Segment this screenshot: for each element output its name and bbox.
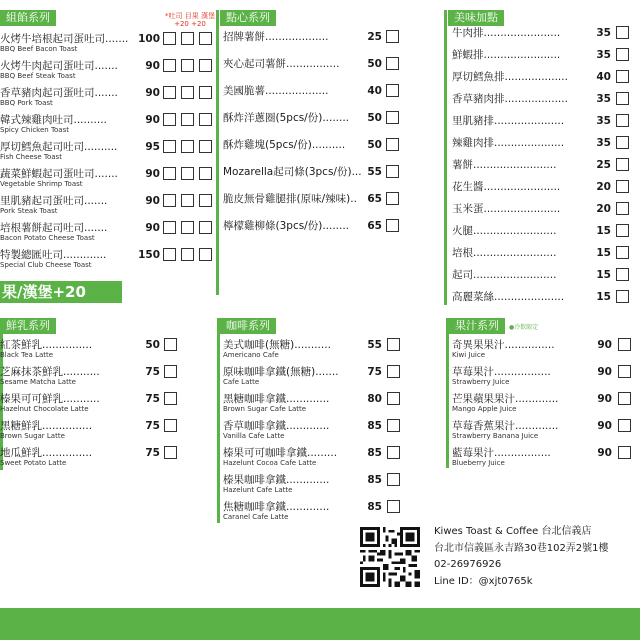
milk-item — [0, 446, 190, 473]
toast-order-checkbox-3[interactable] — [199, 248, 212, 261]
snack-item-name: 招牌薯餅................... — [223, 31, 329, 43]
qr-code-icon — [360, 527, 420, 587]
addon-item — [448, 180, 640, 202]
juice-title: 果汁系列 — [449, 318, 505, 334]
store-phone: 02-26976926 — [434, 559, 502, 571]
toast-order-checkbox-2[interactable] — [181, 32, 194, 45]
coffee-item-price: 85 — [367, 474, 382, 486]
addon-item-price: 40 — [596, 71, 611, 83]
coffee-title: 咖啡系列 — [220, 318, 276, 334]
juice-item-english: Blueberry Juice — [452, 459, 505, 467]
addon-item — [448, 224, 640, 246]
toast-order-checkbox-2[interactable] — [181, 113, 194, 126]
milk-list — [0, 338, 190, 473]
toast-order-checkbox-2[interactable] — [181, 248, 194, 261]
toast-order-checkbox-1[interactable] — [163, 221, 176, 234]
snack-item-price: 55 — [367, 166, 382, 178]
snack-order-checkbox[interactable] — [386, 30, 399, 43]
toast-item-name: 火烤牛培根起司蛋吐司....... — [0, 33, 129, 45]
toast-order-checkbox-3[interactable] — [199, 86, 212, 99]
coffee-item-name: 原味咖啡拿鐵(無糖)....... — [223, 366, 339, 378]
juice-item-name: 奇異果果汁............... — [452, 339, 555, 351]
milk-item-price: 75 — [145, 366, 160, 378]
addon-item-name: 香草豬肉排................... — [452, 93, 568, 105]
snack-item — [220, 165, 410, 192]
coffee-item-name: 黑糖咖啡拿鐵............. — [223, 393, 330, 405]
juice-item — [449, 392, 640, 419]
toast-item-name: 香草豬肉起司蛋吐司....... — [0, 87, 118, 99]
addon-item — [448, 26, 640, 48]
juice-list — [449, 338, 640, 473]
store-line-id: Line ID：@xjt0765k — [434, 575, 533, 587]
milk-item-name: 芝麻抹茶鮮乳........... — [0, 366, 100, 378]
toast-item — [0, 140, 220, 167]
milk-item-english: Brown Sugar Latte — [0, 432, 65, 440]
store-info — [434, 524, 609, 590]
toast-item — [0, 248, 220, 275]
toast-item-price: 100 — [138, 33, 160, 45]
snack-item-price: 65 — [367, 193, 382, 205]
addon-item-price: 20 — [596, 181, 611, 193]
snack-item — [220, 30, 410, 57]
milk-item-english: Hazelnut Chocolate Latte — [0, 405, 89, 413]
toast-item-price: 150 — [138, 249, 160, 261]
toast-item-english: Vegetable Shrimp Toast — [0, 180, 83, 188]
addon-order-checkbox[interactable] — [616, 290, 629, 303]
addon-item-price: 35 — [596, 137, 611, 149]
addon-order-checkbox[interactable] — [616, 48, 629, 61]
toast-item-name: 韓式辣雞肉吐司.......... — [0, 114, 107, 126]
coffee-item-name: 榛果可可咖啡拿鐵......... — [223, 447, 338, 459]
snack-order-checkbox[interactable] — [386, 111, 399, 124]
addon-item-price: 20 — [596, 203, 611, 215]
snack-item — [220, 219, 410, 246]
coffee-item — [220, 338, 410, 365]
snack-item-price: 65 — [367, 220, 382, 232]
juice-item-english: Kiwi Juice — [452, 351, 486, 359]
coffee-item-name: 榛果咖啡拿鐵............. — [223, 474, 330, 486]
snack-list — [220, 30, 410, 246]
milk-order-checkbox[interactable] — [164, 338, 177, 351]
juice-section — [449, 318, 640, 467]
toast-item-english: BBQ Pork Toast — [0, 99, 53, 107]
toast-options-note — [160, 12, 220, 28]
coffee-item-price: 85 — [367, 447, 382, 459]
toast-order-checkbox-3[interactable] — [199, 59, 212, 72]
snack-item-name: 酥炸洋蔥圈(5pcs/份)........ — [223, 112, 350, 124]
milk-item-price: 75 — [145, 393, 160, 405]
toast-title: 組餡系列 — [0, 10, 56, 26]
addon-order-checkbox[interactable] — [616, 224, 629, 237]
coffee-item — [220, 419, 410, 446]
juice-item-name: 草莓香蕉果汁............. — [452, 420, 559, 432]
addon-item-price: 25 — [596, 159, 611, 171]
addon-item — [448, 48, 640, 70]
coffee-item-english: Hazelunt Cocoa Cafe Latte — [223, 459, 317, 467]
toast-item-price: 90 — [145, 114, 160, 126]
toast-item — [0, 167, 220, 194]
toast-item-english: Special Club Cheese Toast — [0, 261, 92, 269]
addon-item — [448, 70, 640, 92]
snack-item-name: 美國脆薯................... — [223, 85, 329, 97]
toast-item-english: BBQ Beef Steak Toast — [0, 72, 76, 80]
addon-order-checkbox[interactable] — [616, 246, 629, 259]
juice-item-price: 90 — [597, 420, 612, 432]
juice-order-checkbox[interactable] — [618, 392, 631, 405]
toast-item-name: 蔬菜鮮蝦起司蛋吐司....... — [0, 168, 118, 180]
milk-item-name: 地瓜鮮乳............... — [0, 447, 93, 459]
coffee-item-name: 美式咖啡(無糖)........... — [223, 339, 331, 351]
coffee-order-checkbox[interactable] — [387, 446, 400, 459]
addon-item — [448, 268, 640, 290]
juice-item-price: 90 — [597, 366, 612, 378]
addon-item-name: 厚切鱈魚排................... — [452, 71, 568, 83]
coffee-item-english: Vanilla Cafe Latte — [223, 432, 285, 440]
toast-item — [0, 86, 220, 113]
snack-item-price: 50 — [367, 139, 382, 151]
toast-order-checkbox-2[interactable] — [181, 194, 194, 207]
addon-order-checkbox[interactable] — [616, 26, 629, 39]
toast-item — [0, 113, 220, 140]
addon-order-checkbox[interactable] — [616, 92, 629, 105]
coffee-item — [220, 392, 410, 419]
addon-item-name: 玉米蛋....................... — [452, 203, 561, 215]
addon-item-name: 鮮蝦排....................... — [452, 49, 561, 61]
juice-item-name: 藍莓果汁................. — [452, 447, 551, 459]
coffee-order-checkbox[interactable] — [387, 473, 400, 486]
snack-item — [220, 84, 410, 111]
coffee-item-english: Americano Cafe — [223, 351, 279, 359]
addon-divider — [444, 10, 447, 305]
addon-item-price: 35 — [596, 93, 611, 105]
toast-order-checkbox-1[interactable] — [163, 140, 176, 153]
snack-title: 點心系列 — [220, 10, 276, 26]
upgrade-banner: 果/漢堡+20 — [0, 281, 122, 303]
toast-order-checkbox-2[interactable] — [181, 221, 194, 234]
addon-order-checkbox[interactable] — [616, 136, 629, 149]
addon-item — [448, 246, 640, 268]
juice-item — [449, 365, 640, 392]
addon-item-name: 火腿......................... — [452, 225, 557, 237]
juice-note: ●冷飲限定 — [509, 323, 539, 331]
addon-item-name: 辣雞肉排..................... — [452, 137, 565, 149]
toast-order-checkbox-1[interactable] — [163, 167, 176, 180]
coffee-item-name: 焦糖咖啡拿鐵............. — [223, 501, 330, 513]
coffee-order-checkbox[interactable] — [387, 500, 400, 513]
toast-order-checkbox-1[interactable] — [163, 113, 176, 126]
toast-item — [0, 194, 220, 221]
snack-item-price: 50 — [367, 58, 382, 70]
snack-item-price: 25 — [367, 31, 382, 43]
juice-item — [449, 419, 640, 446]
addon-title: 美味加點 — [448, 10, 504, 26]
toast-options-line1: *吐司 目果 漢堡 — [165, 12, 215, 20]
toast-item-price: 90 — [145, 87, 160, 99]
bottom-bar — [0, 608, 640, 640]
toast-item-name: 里肌豬起司蛋吐司....... — [0, 195, 108, 207]
snack-order-checkbox[interactable] — [386, 138, 399, 151]
toast-item-english: Pork Steak Toast — [0, 207, 58, 215]
addon-item-price: 15 — [596, 291, 611, 303]
toast-order-checkbox-1[interactable] — [163, 32, 176, 45]
milk-item-price: 50 — [145, 339, 160, 351]
coffee-item — [220, 446, 410, 473]
coffee-list — [220, 338, 410, 527]
juice-item-english: Strawberry Juice — [452, 378, 510, 386]
addon-header — [448, 10, 640, 26]
coffee-header — [220, 318, 410, 334]
addon-item-name: 培根......................... — [452, 247, 557, 259]
milk-item-english: Sweet Potato Latte — [0, 459, 67, 467]
snack-order-checkbox[interactable] — [386, 57, 399, 70]
snack-section — [220, 10, 410, 232]
snack-order-checkbox[interactable] — [386, 165, 399, 178]
snack-item-name: Mozarella起司條(3pcs/份)... — [223, 166, 362, 178]
milk-order-checkbox[interactable] — [164, 446, 177, 459]
addon-section — [448, 10, 640, 303]
coffee-item-price: 80 — [367, 393, 382, 405]
addon-item-price: 15 — [596, 269, 611, 281]
coffee-item-english: Hazelunt Cafe Latte — [223, 486, 293, 494]
coffee-order-checkbox[interactable] — [387, 365, 400, 378]
snack-item-name: 檸檬雞柳條(3pcs/份)........ — [223, 220, 350, 232]
juice-item-name: 草莓果汁................. — [452, 366, 551, 378]
milk-section — [0, 318, 190, 467]
toast-order-checkbox-1[interactable] — [163, 59, 176, 72]
toast-order-checkbox-1[interactable] — [163, 248, 176, 261]
toast-order-checkbox-3[interactable] — [199, 140, 212, 153]
addon-item-name: 牛肉排....................... — [452, 27, 561, 39]
toast-order-checkbox-2[interactable] — [181, 59, 194, 72]
toast-item-name: 厚切鱈魚起司吐司.......... — [0, 141, 118, 153]
addon-item-name: 高麗菜絲..................... — [452, 291, 565, 303]
coffee-order-checkbox[interactable] — [387, 392, 400, 405]
toast-order-checkbox-3[interactable] — [199, 32, 212, 45]
coffee-item-price: 55 — [367, 339, 382, 351]
coffee-item — [220, 365, 410, 392]
addon-item-price: 15 — [596, 225, 611, 237]
addon-item-name: 里肌豬排..................... — [452, 115, 565, 127]
addon-order-checkbox[interactable] — [616, 70, 629, 83]
addon-item-price: 15 — [596, 247, 611, 259]
toast-list — [0, 32, 220, 275]
addon-item — [448, 92, 640, 114]
juice-order-checkbox[interactable] — [618, 365, 631, 378]
milk-order-checkbox[interactable] — [164, 392, 177, 405]
addon-order-checkbox[interactable] — [616, 202, 629, 215]
milk-item-english: Black Tea Latte — [0, 351, 54, 359]
juice-item-english: Strawberry Banana Juice — [452, 432, 539, 440]
toast-item — [0, 32, 220, 59]
juice-order-checkbox[interactable] — [618, 446, 631, 459]
toast-order-checkbox-2[interactable] — [181, 86, 194, 99]
toast-options-line2: +20 +20 — [174, 20, 206, 28]
juice-item-price: 90 — [597, 393, 612, 405]
snack-header — [220, 10, 410, 26]
milk-order-checkbox[interactable] — [164, 419, 177, 432]
milk-item-price: 75 — [145, 447, 160, 459]
toast-item-english: BBQ Beef Bacon Toast — [0, 45, 78, 53]
juice-header — [449, 318, 640, 334]
addon-item — [448, 290, 640, 312]
addon-order-checkbox[interactable] — [616, 180, 629, 193]
milk-item — [0, 338, 190, 365]
store-address: 台北市信義區永吉路30巷102弄2號1樓 — [434, 542, 609, 554]
coffee-item-english: Caranel Cafe Latte — [223, 513, 289, 521]
toast-item-name: 火烤牛肉起司蛋吐司....... — [0, 60, 118, 72]
snack-item — [220, 57, 410, 84]
coffee-item-price: 85 — [367, 420, 382, 432]
milk-item-name: 榛果可可鮮乳........... — [0, 393, 100, 405]
milk-title: 鮮乳系列 — [0, 318, 56, 334]
toast-item-name: 特製總匯吐司............. — [0, 249, 107, 261]
coffee-item-english: Cafe Latte — [223, 378, 260, 386]
addon-item-name: 薯餅......................... — [452, 159, 557, 171]
toast-order-checkbox-3[interactable] — [199, 194, 212, 207]
coffee-order-checkbox[interactable] — [387, 338, 400, 351]
addon-item-name: 起司......................... — [452, 269, 557, 281]
snack-item-name: 夾心起司薯餅................ — [223, 58, 340, 70]
milk-order-checkbox[interactable] — [164, 365, 177, 378]
juice-order-checkbox[interactable] — [618, 338, 631, 351]
coffee-item-price: 85 — [367, 501, 382, 513]
coffee-order-checkbox[interactable] — [387, 419, 400, 432]
addon-item-price: 35 — [596, 49, 611, 61]
addon-order-checkbox[interactable] — [616, 114, 629, 127]
milk-item-english: Sesame Matcha Latte — [0, 378, 76, 386]
addon-list — [448, 26, 640, 312]
addon-item — [448, 114, 640, 136]
toast-order-checkbox-2[interactable] — [181, 140, 194, 153]
toast-item-price: 90 — [145, 60, 160, 72]
juice-item-english: Mango Apple Juice — [452, 405, 517, 413]
juice-item — [449, 446, 640, 473]
addon-order-checkbox[interactable] — [616, 268, 629, 281]
snack-item — [220, 192, 410, 219]
milk-item-price: 75 — [145, 420, 160, 432]
toast-item-english: Bacon Potato Cheese Toast — [0, 234, 95, 242]
milk-item — [0, 392, 190, 419]
snack-item — [220, 111, 410, 138]
coffee-section — [220, 318, 410, 521]
snack-item — [220, 138, 410, 165]
toast-order-checkbox-1[interactable] — [163, 86, 176, 99]
toast-item — [0, 59, 220, 86]
snack-divider — [216, 10, 219, 295]
addon-item — [448, 158, 640, 180]
snack-item-name: 酥炸雞塊(5pcs/份).......... — [223, 139, 346, 151]
milk-item-name: 紅茶鮮乳............... — [0, 339, 93, 351]
milk-item-name: 黑糖鮮乳............... — [0, 420, 93, 432]
toast-item-english: Spicy Chicken Toast — [0, 126, 69, 134]
milk-item — [0, 365, 190, 392]
addon-item-price: 35 — [596, 27, 611, 39]
coffee-item-name: 香草咖啡拿鐵............. — [223, 420, 330, 432]
addon-item — [448, 202, 640, 224]
coffee-item-price: 75 — [367, 366, 382, 378]
snack-order-checkbox[interactable] — [386, 84, 399, 97]
juice-order-checkbox[interactable] — [618, 419, 631, 432]
snack-order-checkbox[interactable] — [386, 219, 399, 232]
milk-item — [0, 419, 190, 446]
addon-item-name: 花生醬....................... — [452, 181, 561, 193]
juice-item-price: 90 — [597, 339, 612, 351]
juice-item-name: 芒果蘋果果汁............. — [452, 393, 559, 405]
snack-item-price: 50 — [367, 112, 382, 124]
toast-item-price: 90 — [145, 195, 160, 207]
juice-item — [449, 338, 640, 365]
toast-order-checkbox-3[interactable] — [199, 221, 212, 234]
coffee-item — [220, 473, 410, 500]
toast-section — [0, 10, 220, 269]
toast-order-checkbox-2[interactable] — [181, 167, 194, 180]
toast-item-name: 培根薯餅起司吐司....... — [0, 222, 108, 234]
toast-item-price: 90 — [145, 168, 160, 180]
juice-item-price: 90 — [597, 447, 612, 459]
store-name: Kiwes Toast & Coffee 台北信義店 — [434, 526, 592, 537]
snack-order-checkbox[interactable] — [386, 192, 399, 205]
snack-item-name: 脆皮無骨雞腿排(原味/辣味).. — [223, 193, 357, 205]
toast-item-price: 90 — [145, 222, 160, 234]
toast-order-checkbox-3[interactable] — [199, 167, 212, 180]
toast-item — [0, 221, 220, 248]
addon-item-price: 35 — [596, 115, 611, 127]
milk-header — [0, 318, 190, 334]
toast-item-price: 95 — [145, 141, 160, 153]
toast-order-checkbox-1[interactable] — [163, 194, 176, 207]
addon-item — [448, 136, 640, 158]
coffee-item — [220, 500, 410, 527]
toast-item-english: Fish Cheese Toast — [0, 153, 62, 161]
toast-order-checkbox-3[interactable] — [199, 113, 212, 126]
snack-item-price: 40 — [367, 85, 382, 97]
coffee-item-english: Brown Sugar Cafe Latte — [223, 405, 307, 413]
addon-order-checkbox[interactable] — [616, 158, 629, 171]
